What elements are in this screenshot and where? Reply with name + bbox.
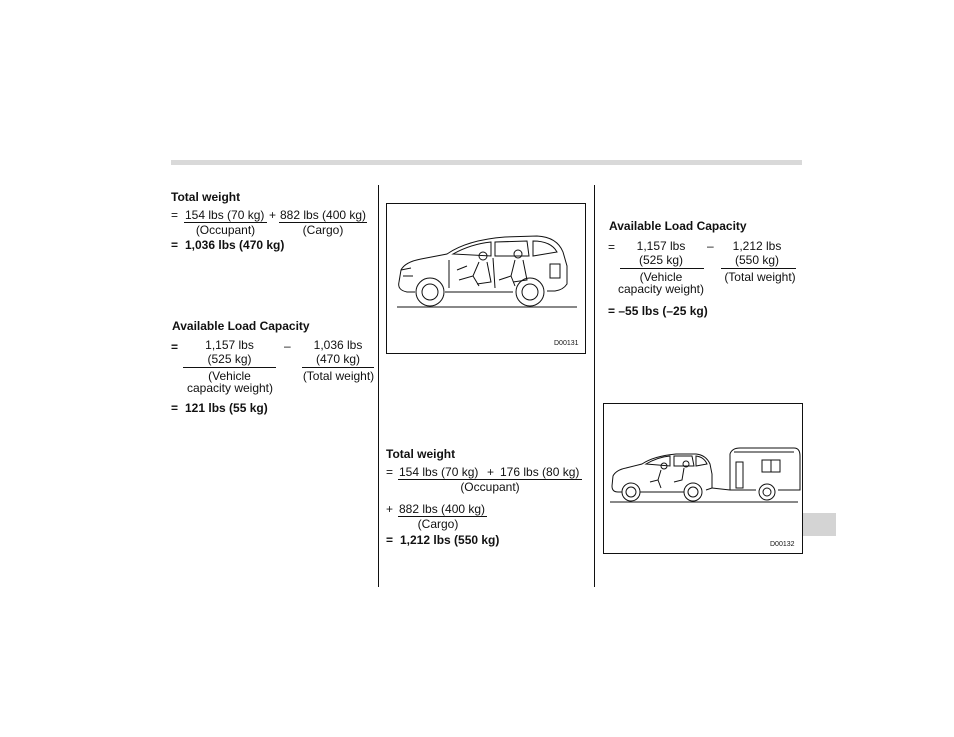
occupant-a-value: 154 lbs (70 kg) bbox=[399, 465, 479, 479]
figure-vehicle-occupants bbox=[386, 203, 586, 354]
occupant-label: (Occupant) bbox=[195, 223, 256, 237]
minus-sign: – bbox=[284, 339, 291, 353]
total-fraction-line bbox=[721, 268, 796, 269]
column-divider-left bbox=[378, 185, 379, 587]
equals-sign: = bbox=[171, 208, 179, 222]
cargo-value: 882 lbs (400 kg) bbox=[280, 208, 367, 222]
vehicle-lbs: 1,157 lbs bbox=[636, 239, 686, 253]
vehicle-label-1: (Vehicle bbox=[639, 270, 683, 284]
total-lbs: 1,036 lbs bbox=[313, 338, 363, 352]
equals-sign: = bbox=[386, 465, 394, 479]
total-weight-result: 1,036 lbs (470 kg) bbox=[185, 238, 285, 252]
figure-code: D00132 bbox=[770, 541, 795, 548]
plus-sign: + bbox=[269, 208, 277, 222]
occupant-value: 154 lbs (70 kg) bbox=[185, 208, 265, 222]
vehicle-label-2: capacity weight) bbox=[617, 282, 705, 296]
occupant-label: (Occupant) bbox=[460, 480, 520, 494]
vehicle-label-2: capacity weight) bbox=[186, 381, 274, 395]
total-weight-label: (Total weight) bbox=[724, 270, 796, 284]
total-weight-result: 1,212 lbs (550 kg) bbox=[400, 533, 500, 547]
occupant-b-value: 176 lbs (80 kg) bbox=[500, 465, 580, 479]
suv-occupants-illustration bbox=[387, 204, 585, 353]
plus-sign: + bbox=[386, 502, 394, 516]
equals-sign: = bbox=[171, 340, 179, 354]
total-fraction-line bbox=[302, 367, 374, 368]
chapter-side-tab bbox=[803, 513, 836, 536]
result-equals: = bbox=[171, 238, 179, 252]
load-capacity-heading: Available Load Capacity bbox=[172, 319, 310, 333]
header-bar bbox=[171, 160, 802, 165]
figure-code: D00131 bbox=[554, 340, 579, 347]
cargo-label: (Cargo) bbox=[302, 223, 344, 237]
vehicle-label-1: (Vehicle bbox=[208, 369, 251, 383]
vehicle-lbs: 1,157 lbs bbox=[205, 338, 254, 352]
total-kg: (470 kg) bbox=[315, 352, 361, 366]
total-weight-label: (Total weight) bbox=[302, 369, 375, 383]
vehicle-fraction-line bbox=[620, 268, 704, 269]
suv-with-trailer-illustration bbox=[604, 404, 802, 553]
load-capacity-result: = –55 lbs (–25 kg) bbox=[608, 304, 708, 318]
minus-sign: – bbox=[707, 239, 714, 253]
cargo-value: 882 lbs (400 kg) bbox=[399, 502, 486, 516]
vehicle-kg: (525 kg) bbox=[207, 352, 252, 366]
cargo-label: (Cargo) bbox=[417, 517, 459, 531]
total-lbs: 1,212 lbs bbox=[732, 239, 782, 253]
equals-sign: = bbox=[608, 240, 616, 254]
total-weight-heading: Total weight bbox=[171, 190, 241, 204]
total-weight-heading: Total weight bbox=[386, 447, 456, 461]
result-equals: = bbox=[386, 533, 394, 547]
vehicle-fraction-line bbox=[183, 367, 276, 368]
load-capacity-result: 121 lbs (55 kg) bbox=[185, 401, 268, 415]
plus-sign: + bbox=[487, 465, 495, 479]
column-divider-right bbox=[594, 185, 595, 587]
total-kg: (550 kg) bbox=[734, 253, 780, 267]
vehicle-kg: (525 kg) bbox=[638, 253, 684, 267]
figure-vehicle-trailer bbox=[603, 403, 803, 554]
result-equals: = bbox=[171, 401, 179, 415]
load-capacity-heading: Available Load Capacity bbox=[609, 219, 747, 233]
